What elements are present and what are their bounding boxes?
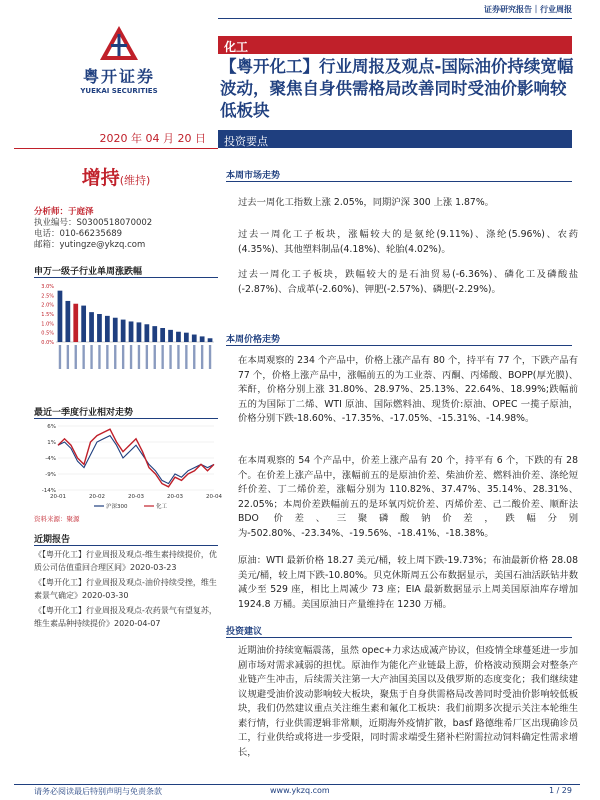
x-tick-label bbox=[130, 345, 132, 369]
x-tick-label: 20-03 bbox=[167, 494, 183, 500]
price-para-1: 在本周观察的 234 个产品中，价格上涨产品有 80 个，持平有 77 个，下跌产品有 77 个，价格上涨产品中，涨幅前五的为工业萘、丙酮、丙烯酸、BOPP(厚光膜)、苯酐，价格分别上涨 31.80%、28.97%、25.13%、22.64%、18.99%;跌幅前五的为国际丁二烯、WTI 原油、国际燃料油、现货价:原油、OPEC 一揽子原油，价格分别下跌-18.60%、-17.35%、-17.05%、-15.31%、-14.98%。 bbox=[238, 355, 578, 424]
y-tick-label: 2.5% bbox=[41, 293, 54, 300]
x-tick-label bbox=[169, 345, 171, 369]
bar bbox=[73, 304, 78, 342]
x-tick-label bbox=[75, 345, 77, 369]
report-link[interactable]: 《【粤开化工】行业周报及观点-农药景气有望复苏，维生素品种持续提价》2020-04-07 bbox=[34, 606, 217, 628]
rating-main: 增持 bbox=[81, 167, 120, 189]
bar bbox=[65, 301, 70, 342]
bar bbox=[81, 306, 86, 342]
recent-reports-title: 近期报告 bbox=[34, 535, 71, 545]
legend-label: 化工 bbox=[156, 504, 168, 510]
y-tick-label: 1% bbox=[47, 440, 56, 446]
analyst-email[interactable]: 邮箱：yutingze@ykzq.com bbox=[34, 240, 146, 250]
bar bbox=[192, 335, 197, 342]
y-tick-label: 1.0% bbox=[41, 321, 54, 328]
rating-sub: (维持) bbox=[119, 174, 151, 187]
analyst-info bbox=[34, 207, 152, 251]
invest-points-label: 投资要点 bbox=[224, 135, 268, 148]
y-tick-label: 6% bbox=[47, 424, 56, 430]
chart2-title: 最近一季度行业相对走势 bbox=[34, 408, 134, 418]
y-tick-label: 1.5% bbox=[41, 312, 54, 318]
x-tick-label bbox=[201, 345, 203, 369]
x-tick-label bbox=[98, 345, 100, 369]
legend-label: 沪深300 bbox=[106, 504, 128, 510]
chart1-title: 申万一级子行业单周涨跌幅 bbox=[34, 267, 143, 277]
market-para-2: 过去一周化工子板块，涨幅较大的是氨纶(9.11%)、涤纶(5.96%)、农药(4.35%)、其他塑料制品(4.18%)、轮胎(4.02%)。 bbox=[238, 229, 578, 255]
recent-reports-divider bbox=[34, 545, 218, 546]
sector-change-bar-chart bbox=[34, 282, 218, 374]
bar bbox=[137, 322, 142, 342]
footer-disclaimer[interactable]: 请务必阅读最后特别声明与免责条款 bbox=[34, 787, 162, 796]
x-tick-label bbox=[177, 345, 179, 369]
section-title-market: 本周市场走势 bbox=[226, 171, 281, 181]
bar bbox=[168, 330, 173, 342]
sector-label: 化工 bbox=[224, 40, 249, 54]
y-tick-label: 0.0% bbox=[41, 340, 54, 346]
bar bbox=[200, 336, 205, 342]
market-para-1: 过去一周化工指数上涨 2.05%，同期沪深 300 上涨 1.87%。 bbox=[238, 197, 494, 208]
y-tick-label: -4% bbox=[45, 456, 56, 462]
chart-source: 资料来源：聚源 bbox=[34, 515, 80, 523]
logo-text-en: YUEKAI SECURITIES bbox=[80, 87, 158, 95]
report-title: 【粤开化工】行业周报及观点-国际油价持续宽幅波动，聚焦自身供需格局改善同时受油价影响较低板块 bbox=[220, 57, 574, 120]
bar bbox=[105, 316, 110, 342]
company-logo bbox=[74, 24, 164, 95]
section-divider bbox=[226, 181, 572, 182]
date-divider bbox=[14, 148, 218, 149]
x-tick-label bbox=[193, 345, 195, 369]
x-tick-label: 20-01 bbox=[50, 494, 66, 500]
recent-reports-list bbox=[34, 548, 218, 632]
x-tick-label bbox=[209, 345, 211, 369]
rating bbox=[14, 163, 218, 190]
y-tick-label: 3.0% bbox=[41, 284, 54, 290]
invest-points-bar bbox=[218, 130, 572, 148]
price-para-3: 原油：WTI 最新价格 18.27 美元/桶，较上周下跌-19.73%；布油最新价格 28.08 美元/桶，较上周下跌-10.80%。贝克休斯周五公布数据显示，美国石油活跃钻井数减少至 529 座，相比上周减少 73 座；EIA 最新数据显示上周美国原油库存增加 1924.8 万桶。美国原油日产量维持在 1230 万桶。 bbox=[238, 555, 578, 610]
bar bbox=[152, 326, 157, 342]
bar bbox=[176, 332, 181, 342]
y-tick-label: 0.5% bbox=[41, 330, 54, 337]
bar bbox=[58, 291, 63, 342]
y-tick-label: 2.0% bbox=[41, 302, 54, 309]
x-tick-label: 20-04 bbox=[206, 494, 222, 500]
bar bbox=[129, 321, 134, 342]
x-tick-label bbox=[185, 345, 187, 369]
footer-page-number: 1 / 29 bbox=[548, 786, 572, 795]
analyst-name: 分析师：于庭泽 bbox=[34, 207, 94, 217]
x-tick-label: 20-03 bbox=[128, 494, 144, 500]
advice-para-1: 近期油价持续宽幅震荡，虽然 opec+力求达成减产协议，但疫情全球蔓延进一步加剧市场对需求减弱的担忧。原油作为能化产业链最上游，价格波动预期会对整条产业链产生冲击，后续需关注第一大产油国美国以及俄罗斯的态度变化；我们继续建议规避受油价波动影响较大板块，聚焦于自身供需格局改善同时受油价影响较低板块，我们仍然建议重点关注维生素和氟化工板块：我们前期多次提示关注本轮维生素行情，行业供需逻辑非常顺，近期海外疫情扩散，basf 路德维希厂区出现确诊员工，行业供给或将进一步受限，同时需求端受生猪补栏附需拉动饲料确定性需求增长， bbox=[238, 645, 578, 758]
series-line bbox=[58, 436, 214, 484]
y-tick-label: -9% bbox=[45, 472, 56, 478]
x-tick-label bbox=[67, 345, 69, 369]
section-title-price: 本周价格走势 bbox=[226, 335, 281, 345]
section-title-advice: 投资建议 bbox=[226, 627, 263, 637]
report-link[interactable]: 《【粤开化工】行业周报及观点-油价持续受挫，维生素景气确定》2020-03-30 bbox=[34, 578, 217, 600]
x-tick-label bbox=[90, 345, 92, 369]
chart1-divider bbox=[34, 277, 218, 278]
relative-trend-line-chart bbox=[34, 420, 222, 512]
bar bbox=[144, 324, 149, 342]
footer-divider bbox=[14, 784, 580, 785]
logo-text-cn: 粤开证券 bbox=[82, 67, 155, 86]
bar bbox=[208, 338, 213, 342]
report-date: 2020 年 04 月 20 日 bbox=[99, 132, 206, 145]
x-tick-label bbox=[146, 345, 148, 369]
y-tick-label: -14% bbox=[41, 488, 56, 494]
x-tick-label bbox=[82, 345, 84, 369]
x-tick-label bbox=[154, 345, 156, 369]
chart2-divider bbox=[34, 418, 218, 419]
report-link[interactable]: 《【粤开化工】行业周报及观点-维生素持续提价，优质公司估值重回合理区间》2020-03-23 bbox=[34, 550, 217, 572]
header-divider bbox=[218, 18, 572, 19]
bar bbox=[160, 328, 165, 342]
analyst-license: 执业编号：S0300518070002 bbox=[34, 218, 153, 228]
x-tick-label bbox=[122, 345, 124, 369]
section-divider bbox=[226, 637, 572, 638]
logo-emblem-icon bbox=[98, 24, 140, 62]
x-tick-label bbox=[161, 345, 163, 369]
footer-website[interactable]: www.ykzq.com bbox=[270, 786, 330, 795]
bar bbox=[97, 314, 102, 342]
section-divider bbox=[226, 345, 572, 346]
bar bbox=[121, 320, 126, 342]
x-tick-label: 20-02 bbox=[89, 494, 105, 500]
market-para-3: 过去一周化工子板块，跌幅较大的是石油贸易(-6.36%)、磷化工及磷酸盐(-2.87%)、合成革(-2.60%)、钾肥(-2.57%)、磷肥(-2.29%)。 bbox=[238, 269, 578, 295]
bar bbox=[89, 312, 94, 342]
x-tick-label bbox=[59, 345, 61, 369]
price-para-2: 在本周观察的 54 个产品中，价差上涨产品有 20 个，持平有 6 个，下跌的有 28 个。在价差上涨产品中，涨幅前五的是原油价差、柴油价差、燃料油价差、涤纶短纤价差、丁二烯价差，涨幅分别为 110.82%、37.47%、35.14%、28.31%、22.05%；本周价差跌幅前五的是环氧丙烷价差、丙烯价差、己二酸价差、顺酐法 BDO 价差、三聚磷酸钠价差，跌幅分别为-502.80%、-23.34%、-19.56%、-18.41%、-18.38%。 bbox=[238, 455, 578, 539]
report-type-tag: 证券研究报告｜行业周报 bbox=[484, 5, 572, 14]
bar bbox=[113, 318, 118, 342]
analyst-phone: 电话：010-66235689 bbox=[34, 229, 123, 239]
sector-bar bbox=[218, 36, 572, 54]
x-tick-label bbox=[138, 345, 140, 369]
bar bbox=[184, 333, 189, 342]
x-tick-label bbox=[114, 345, 116, 369]
x-tick-label bbox=[106, 345, 108, 369]
